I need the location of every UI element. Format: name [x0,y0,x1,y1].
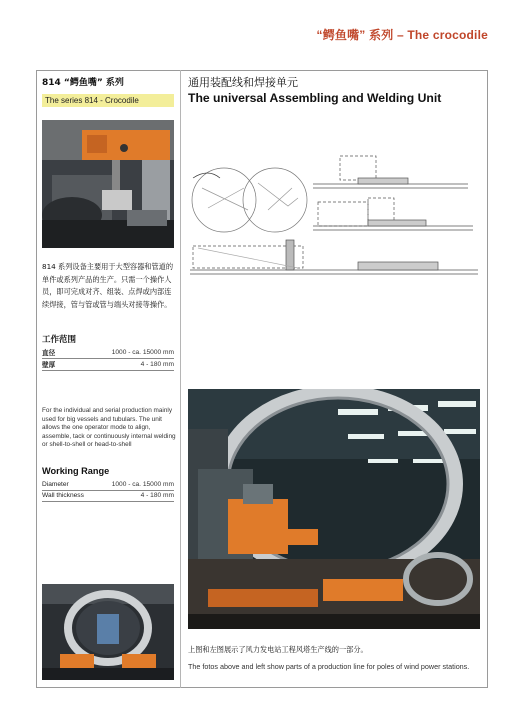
column-divider [180,70,181,688]
spec-row-diameter-en [42,480,174,491]
photo-caption-en: The fotos above and left show parts of a production line for poles of wind power stations. [188,662,470,671]
ring-roller-photo [42,584,174,680]
series-title-cn: 814 “鳄鱼嘴” 系列 [42,78,124,88]
spec-row-wall-en [42,491,174,502]
spec-value: 4 - 180 mm [140,492,174,499]
page-header-title: “鳄鱼嘴” 系列 – The crocodile [316,28,488,42]
photo-caption-cn: 上图和左图展示了风力发电站工程风塔生产线的一部分。 [188,645,368,654]
description-cn: 814 系列设备主要用于大型容器和管道的单件或系列产品的生产。只需一个操作人员，即可完成对齐、组装、点焊或内部连续焊接，管与管或管与端头对接等操作。 [42,262,174,309]
production-hall-photo [188,389,480,629]
spec-value: 4 - 180 mm [140,361,174,368]
technical-drawing [188,148,480,286]
spec-row-diameter-cn [42,348,174,359]
description-en: For the individual and serial production mainly used for big vessels and tubulars. The unit allows the one operator mode to align, assemble, tack or continuously internal welding or shell-to-shell or head-to-shell [42,407,176,449]
spec-row-wall-cn [42,360,174,371]
spec-label: Wall thickness [42,492,84,499]
spec-label: Diameter [42,481,69,488]
left-column [42,73,174,107]
spec-value: 1000 - ca. 15000 mm [111,481,174,488]
spec-label: 直径 [42,349,56,357]
working-range-title-en: Working Range [42,466,110,476]
spec-value: 1000 - ca. 15000 mm [111,349,174,356]
series-title-en: The series 814 - Crocodile [42,94,174,107]
spec-label: 壁厚 [42,361,56,369]
unit-title-cn: 通用装配线和焊接单元 [188,76,298,89]
working-range-title-cn: 工作范围 [42,335,77,345]
machine-closeup-photo [42,120,174,248]
unit-title-en: The universal Assembling and Welding Unit [188,91,442,105]
